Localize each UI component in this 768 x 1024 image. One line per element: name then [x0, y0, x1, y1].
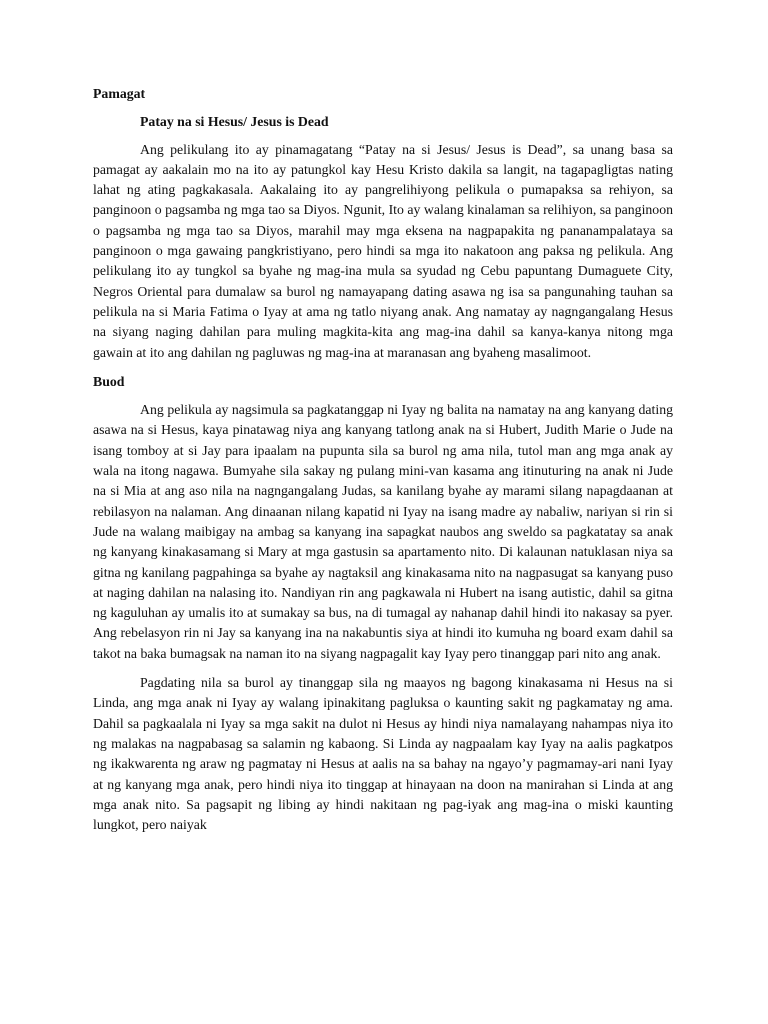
buod-paragraph-1: Ang pelikula ay nagsimula sa pagkatanggap ni Iyay ng balita na namatay na ang kanyang dating asawa na si Hesus, kaya pinatawag niya ang kanyang tatlong anak na si Hubert, Judith Marie o Jude na isang tomboy at si Jay para ipaalam na pupunta sila sa burol ng ama nila, tutol man ang mga anak ay wala na itong nagawa. Bumyahe sila sakay ng pulang mini-van kasama ang itinuturing na anak ni Jude na si Mia at ang aso nila na nagngangalang Judas, sa kanilang byahe ay marami silang napagdaanan at rebilasyon na nalaman. Ang dinaanan nilang kapatid ni Iyay na isang madre ay nabaliw, nariyan si rin si Jude na walang maibigay na ambag sa kanyang ina sapagkat naubos ang sweldo sa pagkatatay sa anak ng kanyang kinakasamang si Mary at mga gastusin sa apartamento nito. Di kalaunan natuklasan niya sa gitna ng kanilang pagpahinga sa byahe ay nagtaksil ang kinakasama nito na nagpasugat sa kanyang puso at naging dahilan na nalasing ito. Nandiyan rin ang pagkawala ni Hubert na isang autistic, dahil sa gitna ng kaguluhan ay umalis ito at sumakay sa bus, na di tumagal ay nahanap dahil hindi ito nakasay sa pyer. Ang rebelasyon rin ni Jay sa kanyang ina na nakabuntis siya at hindi ito kumuha ng board exam dahil sa takot na baka bumagsak na naman ito na siyang nagpagalit kay Iyay pero tinanggap pari nito ang anak. — [93, 402, 673, 661]
buod-paragraph-2: Pagdating nila sa burol ay tinanggap sila ng maayos ng bagong kinakasama ni Hesus na si Linda, ang mga anak ni Iyay ay walang ipinakitang pagluksa o kaunting sakit ng pagkamatay ng ama. Dahil sa pagkaalala ni Iyay sa mga sakit na dulot ni Hesus ay hindi niya namalayang nahampas niya ito ng malakas na nagpabasag sa salamin ng kabaong. Si Linda ay nagpaalam kay Iyay na aalis pagkatpos ng ikakwarenta ng araw ng pagmatay ni Hesus at aalis na sa bahay na ngayo’y pagmamay-ari nani Iyay at ng kanyang mga anak, pero hindi niya ito tinggap at hinayaan na doon na manirahan si Linda at ang mga anak nito. Sa pagsapit ng libing ay hindi nakitaan ng pag-iyak ang mag-ina o miski kaunting lungkot, pero naiyak — [93, 675, 673, 833]
pamagat-heading: Pamagat — [93, 86, 146, 101]
film-title: Patay na si Hesus/ Jesus is Dead — [140, 114, 329, 130]
document-page — [93, 84, 673, 844]
buod-heading: Buod — [93, 373, 125, 389]
intro-paragraph: Ang pelikulang ito ay pinamagatang “Patay na si Jesus/ Jesus is Dead”, sa unang basa sa pamagat ay aakalain mo na ito ay patungkol kay Hesu Kristo dakila sa langit, na tagapagligtas nating lahat ng ating pagkakasala. Aakalaing ito ay pangrelihiyong pelikula o pumapaksa sa rehiyon, sa panginoon o pagsamba ng mga tao sa Diyos. Ngunit, Ito ay walang kinalaman sa relihiyon, sa panginoon o pagsamba ng mga tao sa Diyos, marahil may mga eksena na nagpapakita ng pananampalataya sa panginoon o mga gawaing pangkristiyano, pero hindi sa mga ito nakatoon ang paksa ng pelikula. Ang pelikulang ito ay tungkol sa byahe ng mag-ina mula sa syudad ng Cebu papuntang Dumaguete City, Negros Oriental para dumalaw sa burol ng namayapang dating asawa ng isa sa pangunahing tauhan sa pelikula na si Maria Fatima o Iyay at ama ng tatlo niyang anak. Ang namatay ay nagngangalang Hesus na siyang naging dahilan para muling magkita-kita ang mag-ina dahil sa kanya-kanya nitong mga gawain at ito ang dahilan ng pagluwas ng mag-ina at maranasan ang byaheng masalimoot. — [93, 141, 673, 360]
